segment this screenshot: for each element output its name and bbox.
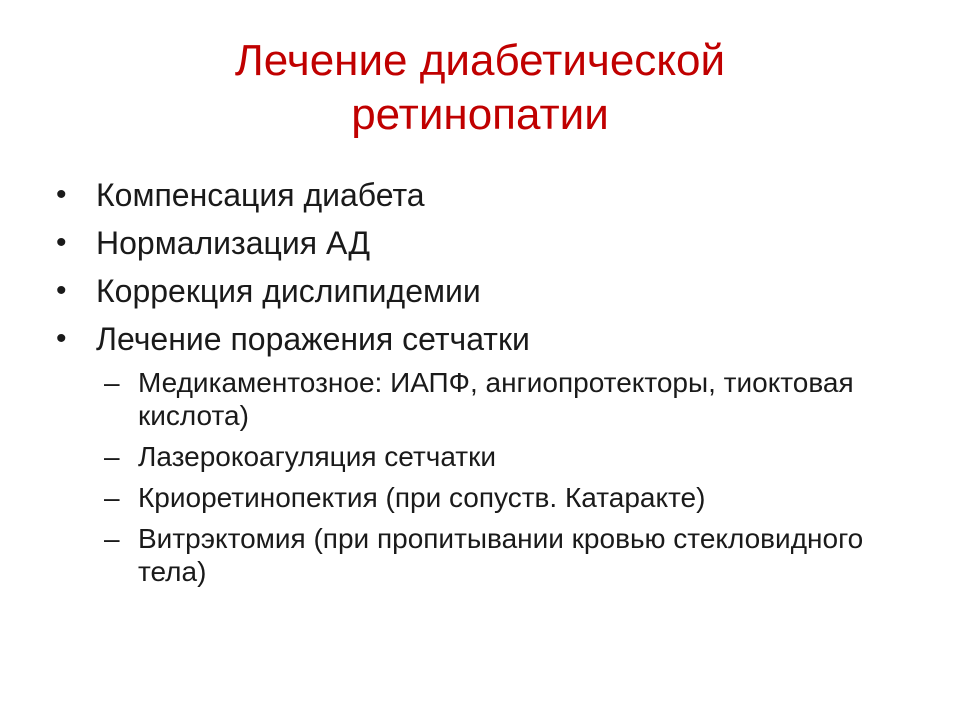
sub-bullet-text: Лазерокоагуляция сетчатки: [138, 441, 497, 472]
sub-bullet-text: Витрэктомия (при пропитывании кровью стекловидного тела): [138, 523, 864, 587]
bullet-marker: •: [56, 226, 67, 259]
bullet-marker: •: [56, 178, 67, 211]
bullet-text: Коррекция дислипидемии: [96, 273, 481, 309]
bullet-text: Нормализация АД: [96, 225, 371, 261]
sub-bullet-marker: –: [104, 482, 120, 513]
slide-title-line-1: Лечение диабетической: [234, 36, 726, 85]
sub-bullet-marker: –: [104, 367, 120, 398]
sub-bullet-text: Криоретинопектия (при сопуств. Катаракте): [138, 482, 706, 513]
bullet-marker: •: [56, 274, 67, 307]
sub-bullet-marker: –: [104, 523, 120, 554]
sub-bullet-marker: –: [104, 441, 120, 472]
bullet-text: Компенсация диабета: [96, 177, 425, 213]
slide-title-line-2: ретинопатии: [351, 90, 609, 139]
bullet-marker: •: [56, 322, 67, 355]
bullet-text: Лечение поражения сетчатки: [96, 321, 530, 357]
sub-bullet-text: Медикаментозное: ИАПФ, ангиопротекторы, тиоктовая кислота): [138, 367, 854, 431]
